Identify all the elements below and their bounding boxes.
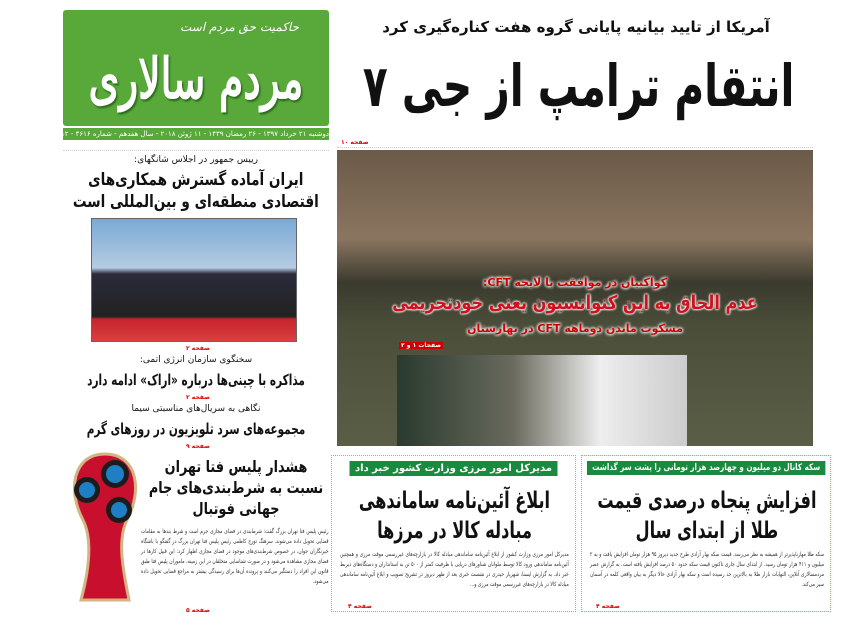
border-exchange-box <box>331 455 576 612</box>
masthead-name: مردم سالاری <box>88 46 304 112</box>
story2-headline[interactable]: مذاکره با چینی‌ها درباره «اراک» ادامه دارد <box>87 371 305 389</box>
story4-page-ref: صفحه ۵ <box>186 607 210 614</box>
masthead-logo <box>63 10 329 126</box>
border-page-ref: صفحه ۴ <box>348 603 372 610</box>
gold-body: سکه طلا مهارناپذیرتر از همیشه به نظر می‌رسد. قیمت سکه بهار آزادی طرح جدید دیروز ۹۵ هزار تومان افزایش یافت و به ۲ میلیون و ۴۱۱ هزار تومان رسید. از ابتدای سال جاری تاکنون قیمت سکه حدود ۵۰ درصد افزایش یافته است. به گزارش عصر مردمسالاری آنلاین، التهابات بازار طلا به بالاترین حد رسیده است و سکه بهار آزادی حالا دیگر به بیان واقعی کلمه در آسمان سیر می‌کند. <box>590 551 825 588</box>
story1-kicker: رییس جمهور در اجلاس شانگهای: <box>134 155 258 165</box>
divider <box>63 150 329 151</box>
divider <box>337 147 813 148</box>
lead-page-ref: صفحه ۱۰ <box>341 139 369 146</box>
photo-story-subhead: مسکوت ماندن دوماهه CFT در بهارستان <box>467 322 683 335</box>
masthead-slogan: حاکمیت حق مردم است <box>180 20 299 34</box>
gold-tag: سکه کانال دو میلیون و چهارصد هزار تومانی را پشت سر گذاشت <box>587 461 825 475</box>
border-tag: مدیرکل امور مرزی وزارت کشور خبر داد <box>349 461 558 476</box>
story2-kicker: سخنگوی سازمان انرژی اتمی: <box>139 355 253 365</box>
dateline: دوشنبه ۲۱ خرداد ۱۳۹۷ - ۲۶ رمضان ۱۴۳۹ - ۱۱ ژوئن ۲۰۱۸ - سال هفدهم - شماره ۴۶۱۶ - ۱۲ صفحه - ۱۰۰۰ تومان <box>0 130 329 138</box>
kavakebian-inset-photo <box>397 355 687 446</box>
story4-headline[interactable]: هشدار پلیس فتا تهران نسبت به شرط‌بندی‌های جام جهانی فوتبال <box>148 457 324 518</box>
story2-page-ref: صفحه ۲ <box>186 394 210 401</box>
gold-price-box <box>581 455 831 612</box>
story3-headline[interactable]: مجموعه‌های سرد تلویزیون در روزهای گرم <box>86 420 306 438</box>
parliament-photo[interactable] <box>337 150 813 446</box>
gold-page-ref: صفحه ۴ <box>596 603 620 610</box>
story3-kicker: نگاهی به سریال‌های مناسبتی سیما <box>131 404 261 414</box>
story4-body: رئیس پلیس فتا تهران بزرگ گفت: شرط‌بندی در فضای مجازی جرم است و شرط بندها به مقامات قضایی تحویل داده می‌شوند. سرهنگ تورج کاظمی رئیس پلیس فتا تهران بزرگ در گفتگو با باشگاه خبرنگاران جوان، در خصوص شرط‌بندی‌های موجود در فضای مجازی اظهار کرد: این قبیل کارها در فضای مجازی مشاهده می‌شود و در صورت شناسایی متخلفان در این زمینه، ماموران پلیس فتا طبق قانون این افراد را دستگیر می‌کنند و پرونده آن‌ها برای رسیدگی بیشتر به مراجع قضایی تحویل داده می‌شود. <box>141 528 329 585</box>
sco-summit-photo <box>91 218 297 342</box>
border-body: مدیرکل امور مرزی وزارت کشور از ابلاغ آئین‌نامه ساماندهی مبادله کالا در بازارچه‌های غیررسمی موقت مرزی و همچنین آئین‌نامه ساماندهی ورود کالا توسط ملوانان شناورهای دریایی با ظرفیت کمتر از ۵۰۰ تن به استانداران و دستگاه‌های ذیربط خبر داد. به گزارش ایسنا، شهریار حیدری در نشست خبری بعد از ظهر دیروز در تشریح تصویب و ابلاغ آئین‌نامه ساماندهی مبادله کالا در بازارچه‌های غیررسمی موقت مرزی و... <box>340 551 569 588</box>
story1-headline[interactable]: ایران آماده گسترش همکاری‌های اقتصادی منطقه‌ای و بین‌المللی است <box>72 170 319 212</box>
world-cup-trophy-icon <box>67 450 143 610</box>
story1-page-ref: صفحه ۲ <box>186 345 210 352</box>
gold-headline[interactable]: افزایش پنجاه درصدی قیمت طلا از ابتدای سال <box>597 488 817 544</box>
photo-story-page-ref: صفحات ۱ و ۲ <box>401 342 442 349</box>
lead-headline[interactable]: انتقام ترامپ از جی ۷ <box>362 52 795 120</box>
story3-page-ref: صفحه ۹ <box>186 443 210 450</box>
lead-kicker: آمریکا از تایید بیانیه پایانی گروه هفت کناره‌گیری کرد <box>382 18 770 36</box>
photo-story-kicker: کواکبیان در موافقت با لایحه CFT: <box>482 276 667 289</box>
photo-story-headline[interactable]: عدم الحاق به این کنوانسیون یعنی خودتحریمی <box>392 292 758 314</box>
border-headline[interactable]: ابلاغ آئین‌نامه ساماندهی مبادله کالا در مرزها <box>358 488 551 544</box>
